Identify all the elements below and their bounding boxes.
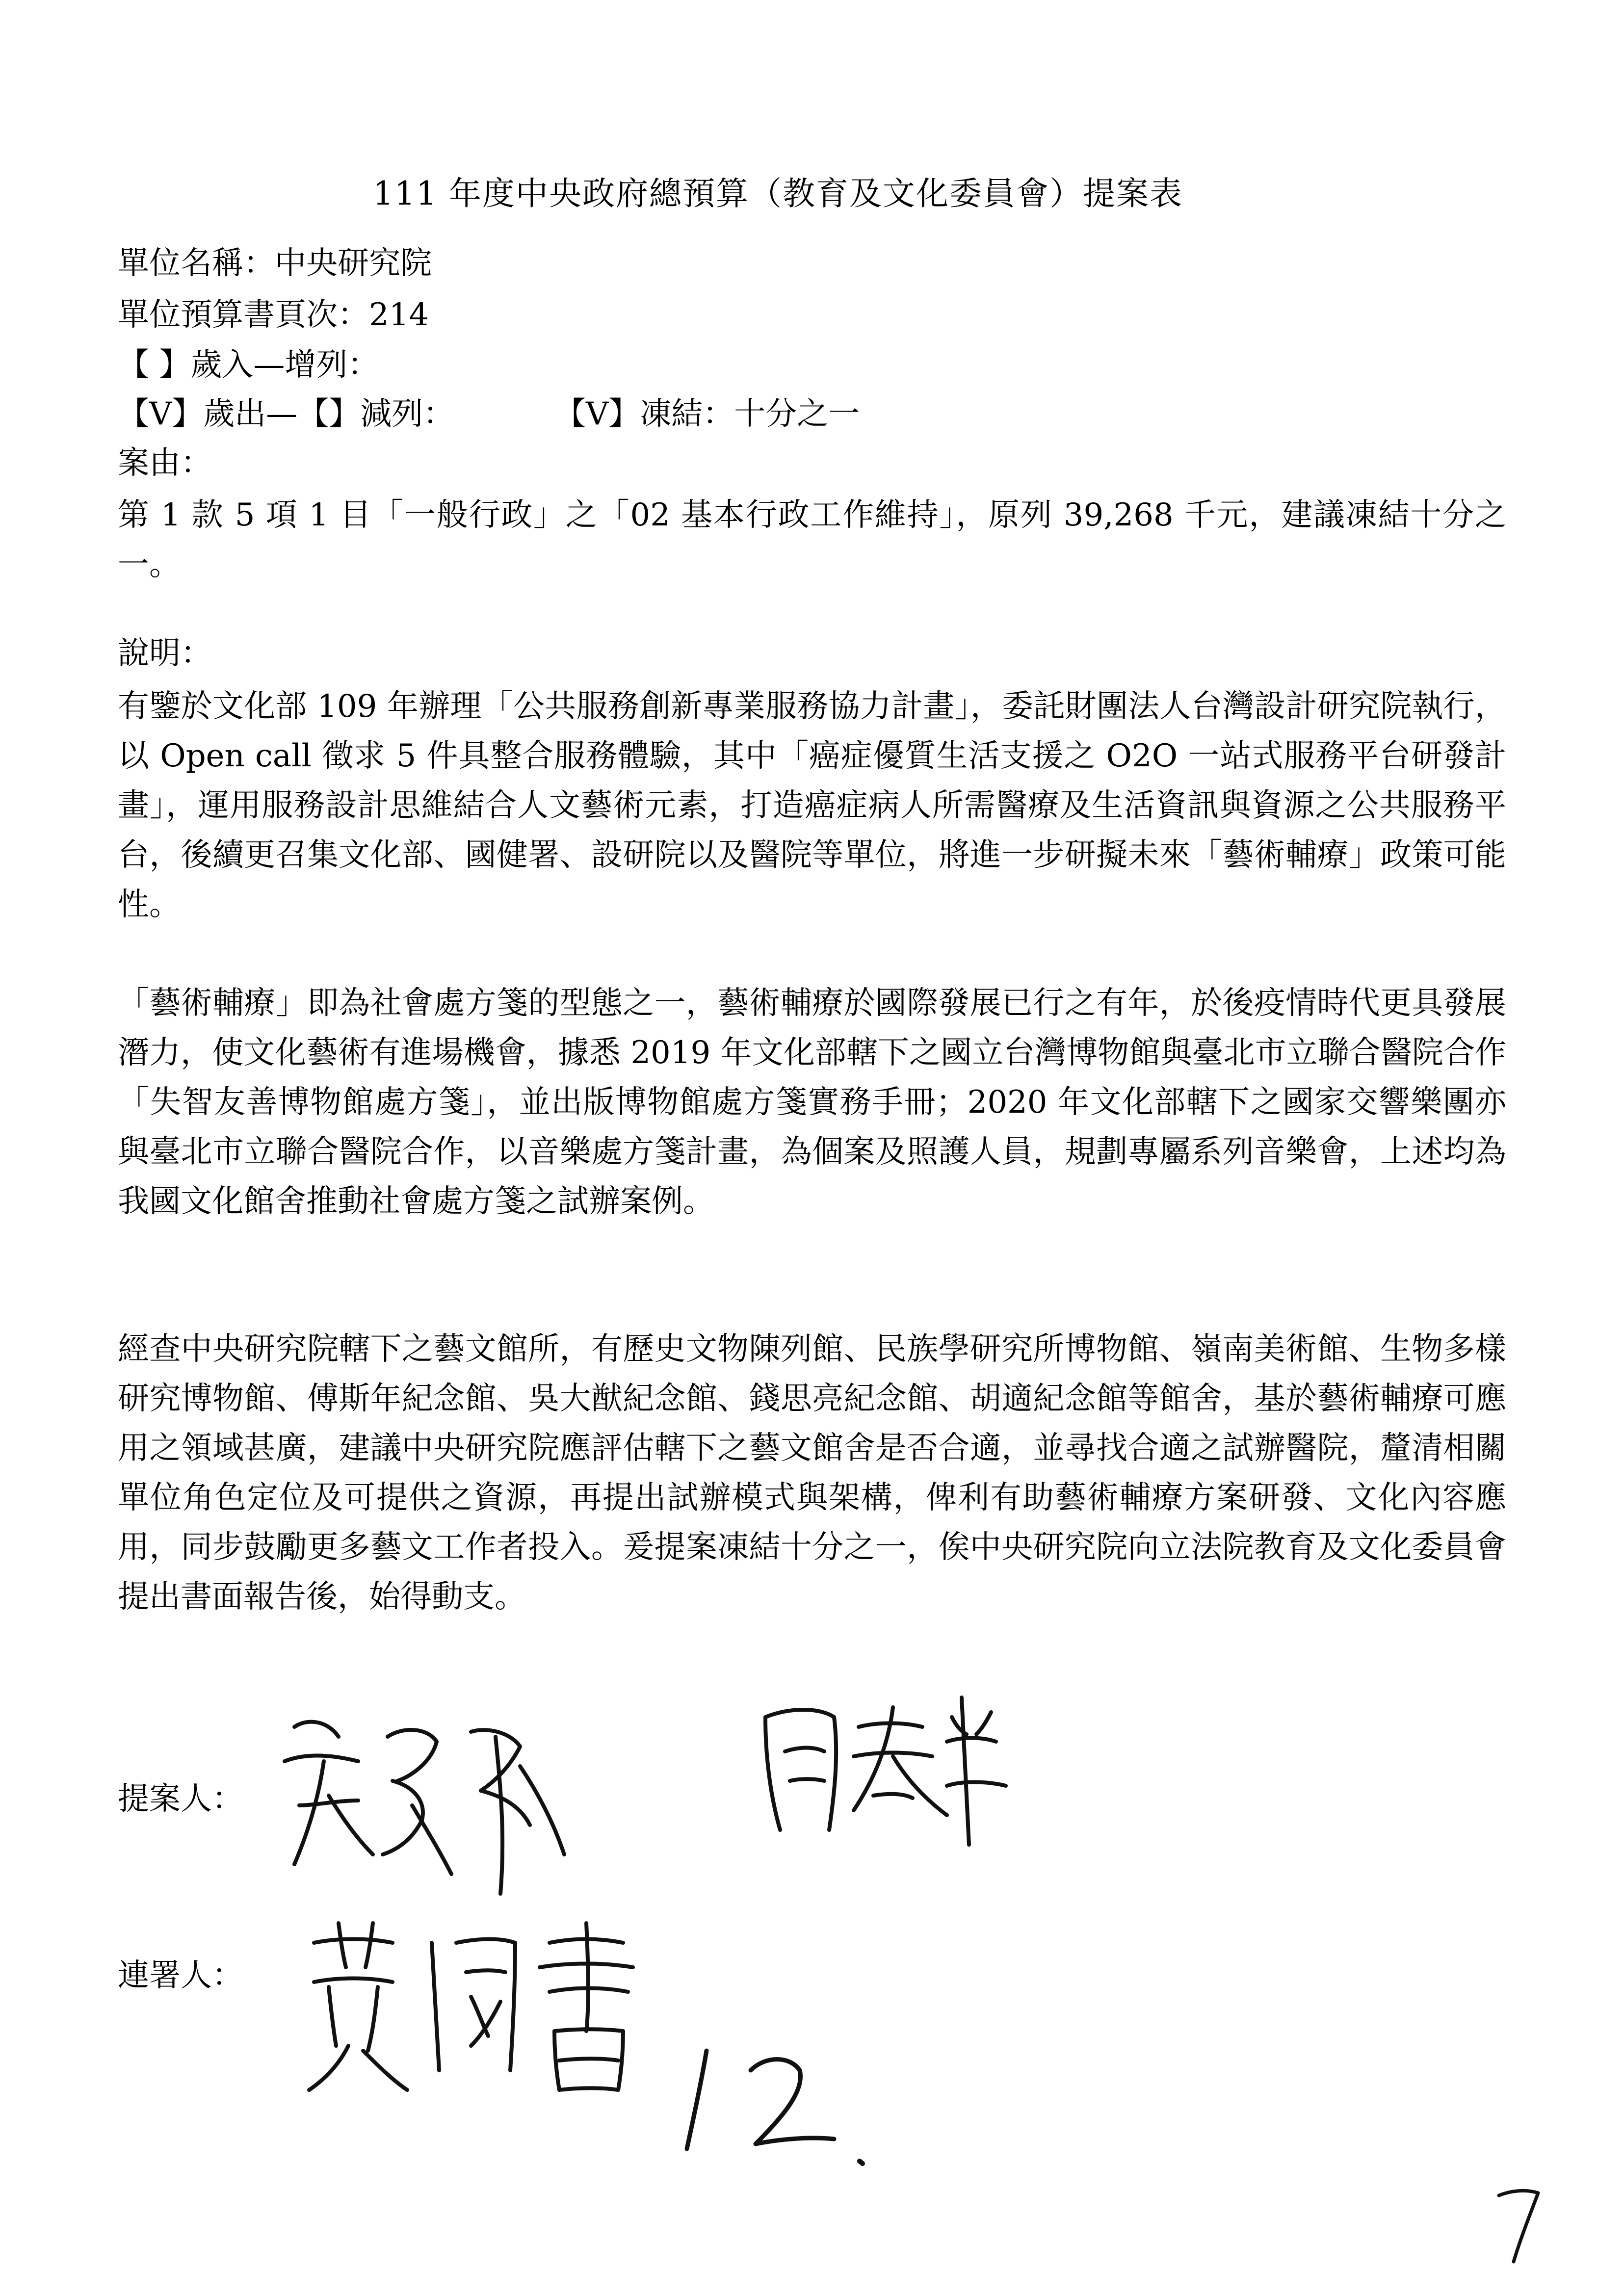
explanation-paragraph-1: 有鑒於文化部 109 年辦理「公共服務創新專業服務協力計畫」，委託財團法人台灣設計研究院執行，以 Open call 徵求 5 件具整合服務體驗，其中「癌症優質生活支援之 O2O 一站式服務平台研發計畫」，運用服務設計思維結合人文藝術元素，打造癌症病人所需醫療及生活資訊與資源之公共服務平台，後續更召集文化部、國健署、設研院以及醫院等單位，將進一步研擬未來「藝術輔療」政策可能性。 [118, 688, 1506, 923]
explanation-label: 說明： [118, 635, 212, 672]
unit-name: 單位名稱：中央研究院 [118, 245, 432, 282]
revenue-line: 【 】歲入—增列： [118, 347, 379, 383]
case-label: 案由： [118, 445, 212, 481]
freeze-line: 【V】凍結：十分之一 [554, 396, 860, 432]
budget-page: 單位預算書頁次：214 [118, 297, 429, 333]
explanation-paragraph-3: 經查中央研究院轄下之藝文館所，有歷史文物陳列館、民族學研究所博物館、嶺南美術館、生物多樣研究博物館、傅斯年紀念館、吳大猷紀念館、錢思亮紀念館、胡適紀念館等館舍，基於藝術輔療可應用之領域甚廣，建議中央研究院應評估轄下之藝文館舍是否合適，並尋找合適之試辦醫院，釐清相關單位角色定位及可提供之資源，再提出試辦模式與架構，俾利有助藝術輔療方案研發、文化內容應用，同步鼓勵更多藝文工作者投入。爰提案凍結十分之一，俟中央研究院向立法院教育及文化委員會提出書面報告後，始得動支。 [118, 1331, 1506, 1615]
proposer-label: 提案人： [118, 1781, 243, 1817]
explanation-paragraph-2: 「藝術輔療」即為社會處方箋的型態之一，藝術輔療於國際發展已行之有年，於後疫情時代更具發展潛力，使文化藝術有進場機會，據悉 2019 年文化部轄下之國立台灣博物館與臺北市立聯合醫院合作「失智友善博物館處方箋」，並出版博物館處方箋實務手冊；2020 年文化部轄下之國家交響樂團亦與臺北市立聯合醫院合作，以音樂處方箋計畫，為個案及照護人員，規劃專屬系列音樂會，上述均為我國文化館舍推動社會處方箋之試辦案例。 [118, 985, 1506, 1220]
cosigner-signature-1 [294, 1913, 648, 2110]
proposer-signature-1 [265, 1707, 579, 1913]
expenditure-line: 【V】歲出—【】減列： [118, 396, 455, 432]
page-title: 111 年度中央政府總預算（教育及文化委員會）提案表 [373, 175, 1183, 212]
handwritten-number [667, 2041, 883, 2168]
case-reason: 第 1 款 5 項 1 目「一般行政」之「02 基本行政工作維持」，原列 39,268 千元，建議凍結十分之一。 [118, 497, 1506, 583]
page-number [1492, 2183, 1545, 2267]
cosigner-label: 連署人： [118, 1957, 243, 1994]
proposer-signature-2 [746, 1688, 1021, 1854]
